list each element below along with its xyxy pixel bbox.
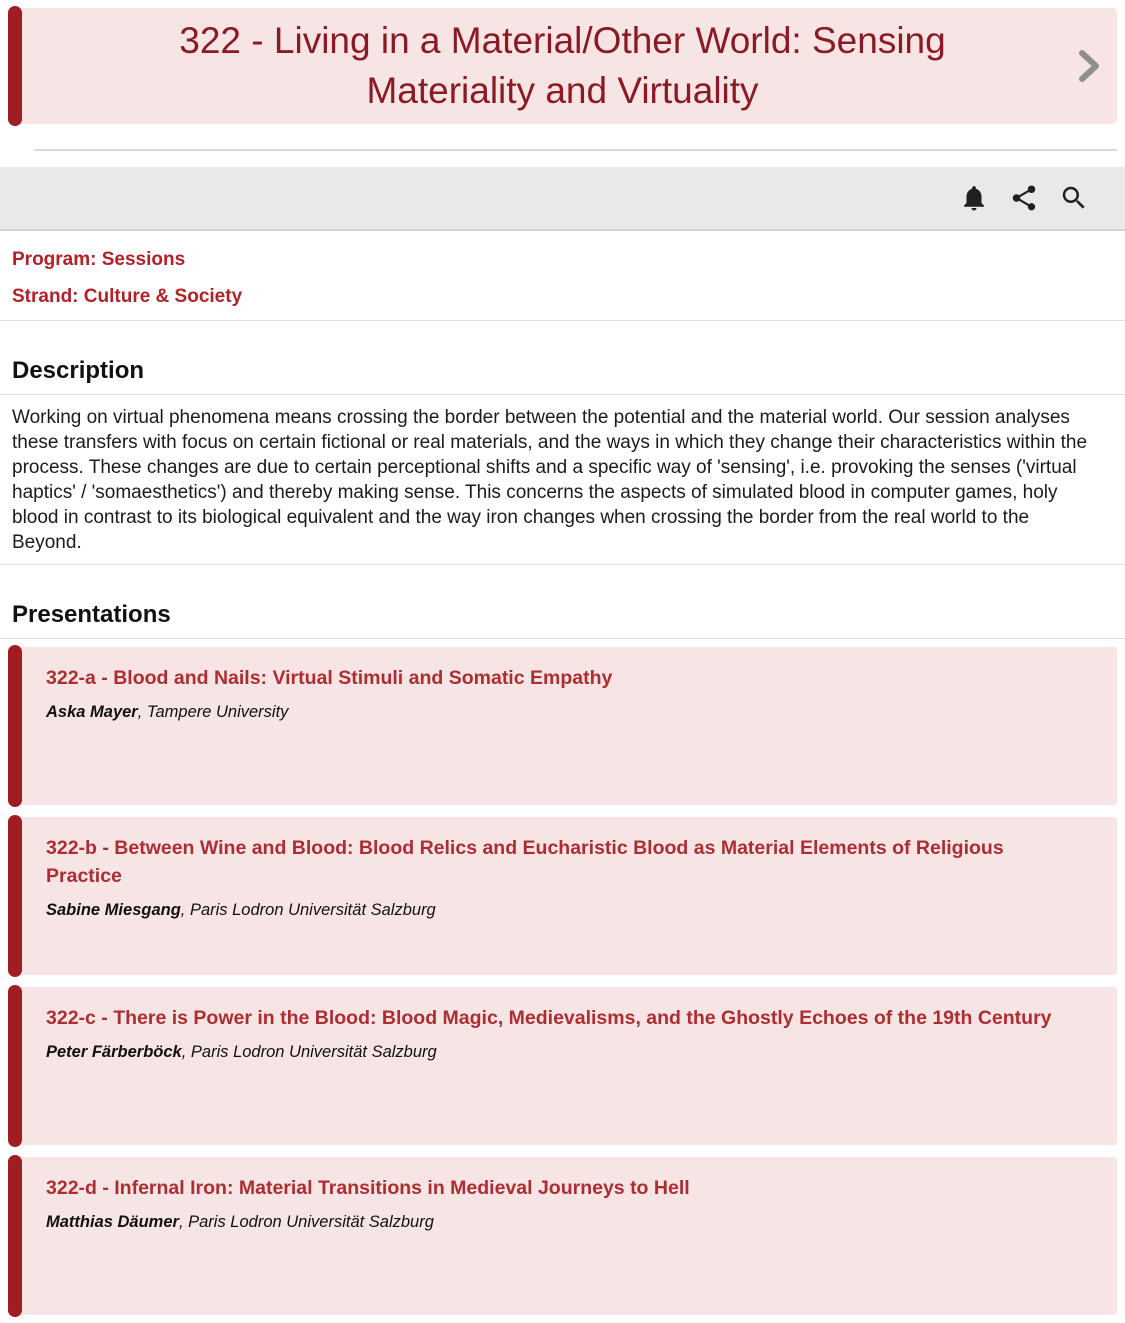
toolbar [0, 167, 1125, 231]
session-title: 322 - Living in a Material/Other World: Sensing Materiality and Virtuality [179, 20, 946, 111]
author-name: Sabine Miesgang [46, 901, 181, 919]
meta-divider [0, 320, 1125, 321]
card-accent-bar [8, 1155, 22, 1317]
card-accent-bar [8, 985, 22, 1147]
notifications-bell-icon[interactable] [959, 183, 989, 213]
card-accent-bar [8, 645, 22, 807]
author-affiliation: , Paris Lodron Universität Salzburg [178, 1213, 434, 1231]
author-affiliation: , Paris Lodron Universität Salzburg [181, 1043, 437, 1061]
author-name: Aska Mayer [46, 703, 138, 721]
session-meta [0, 231, 1125, 308]
presentations-list [8, 647, 1117, 1315]
banner-divider [34, 149, 1117, 151]
presentation-card-322-c[interactable] [8, 987, 1117, 1145]
description-text: Working on virtual phenomena means crossing the border between the potential and the material world. Our session analyses these transfers with focus on certain fictional or real materials, and the ways in which they change their characteristics within the process. These changes are due to certain perceptional shifts and a specific way of 'sensing', i.e. provoking the senses ('virtual haptics' / 'somaesthetics') and thereby making sense. This concerns the aspects of simulated blood in computer games, holy blood in contrast to its biological equivalent and the way iron changes when crossing the border from the real world to the Beyond. [12, 407, 1088, 553]
presentation-card-322-a[interactable] [8, 647, 1117, 805]
description-bottom-divider [0, 564, 1125, 565]
presentation-author-line [46, 1042, 1083, 1062]
presentation-author-line [46, 1212, 1083, 1232]
chevron-right-icon[interactable] [1075, 48, 1103, 84]
presentation-title: 322-d - Infernal Iron: Material Transitions in Medieval Journeys to Hell [46, 1177, 690, 1199]
presentation-title: 322-a - Blood and Nails: Virtual Stimuli and Somatic Empathy [46, 667, 613, 689]
strand-label: Strand: Culture & Society [12, 286, 243, 307]
session-banner-row [8, 8, 1117, 124]
presentation-author-line [46, 900, 1083, 920]
presentations-heading: Presentations [12, 601, 171, 628]
author-name: Peter Färberböck [46, 1043, 182, 1061]
description-heading: Description [12, 357, 145, 384]
program-label: Program: Sessions [12, 249, 186, 270]
author-name: Matthias Däumer [46, 1213, 179, 1231]
presentation-title: 322-b - Between Wine and Blood: Blood Relics and Eucharistic Blood as Material Elements of Religious Practice [46, 837, 1004, 887]
presentation-author-line [46, 702, 1083, 722]
author-affiliation: , Paris Lodron Universität Salzburg [180, 901, 436, 919]
presentation-title: 322-c - There is Power in the Blood: Blood Magic, Medievalisms, and the Ghostly Echoes of the 19th Century [46, 1007, 1052, 1029]
presentations-heading-divider [0, 638, 1125, 639]
presentation-card-322-d[interactable] [8, 1157, 1117, 1315]
banner-accent-bar [8, 6, 22, 126]
share-icon[interactable] [1009, 183, 1039, 213]
presentation-card-322-b[interactable] [8, 817, 1117, 975]
card-accent-bar [8, 815, 22, 977]
session-banner[interactable] [8, 8, 1117, 124]
description-heading-divider [0, 394, 1125, 395]
author-affiliation: , Tampere University [137, 703, 289, 721]
search-icon[interactable] [1059, 183, 1089, 213]
